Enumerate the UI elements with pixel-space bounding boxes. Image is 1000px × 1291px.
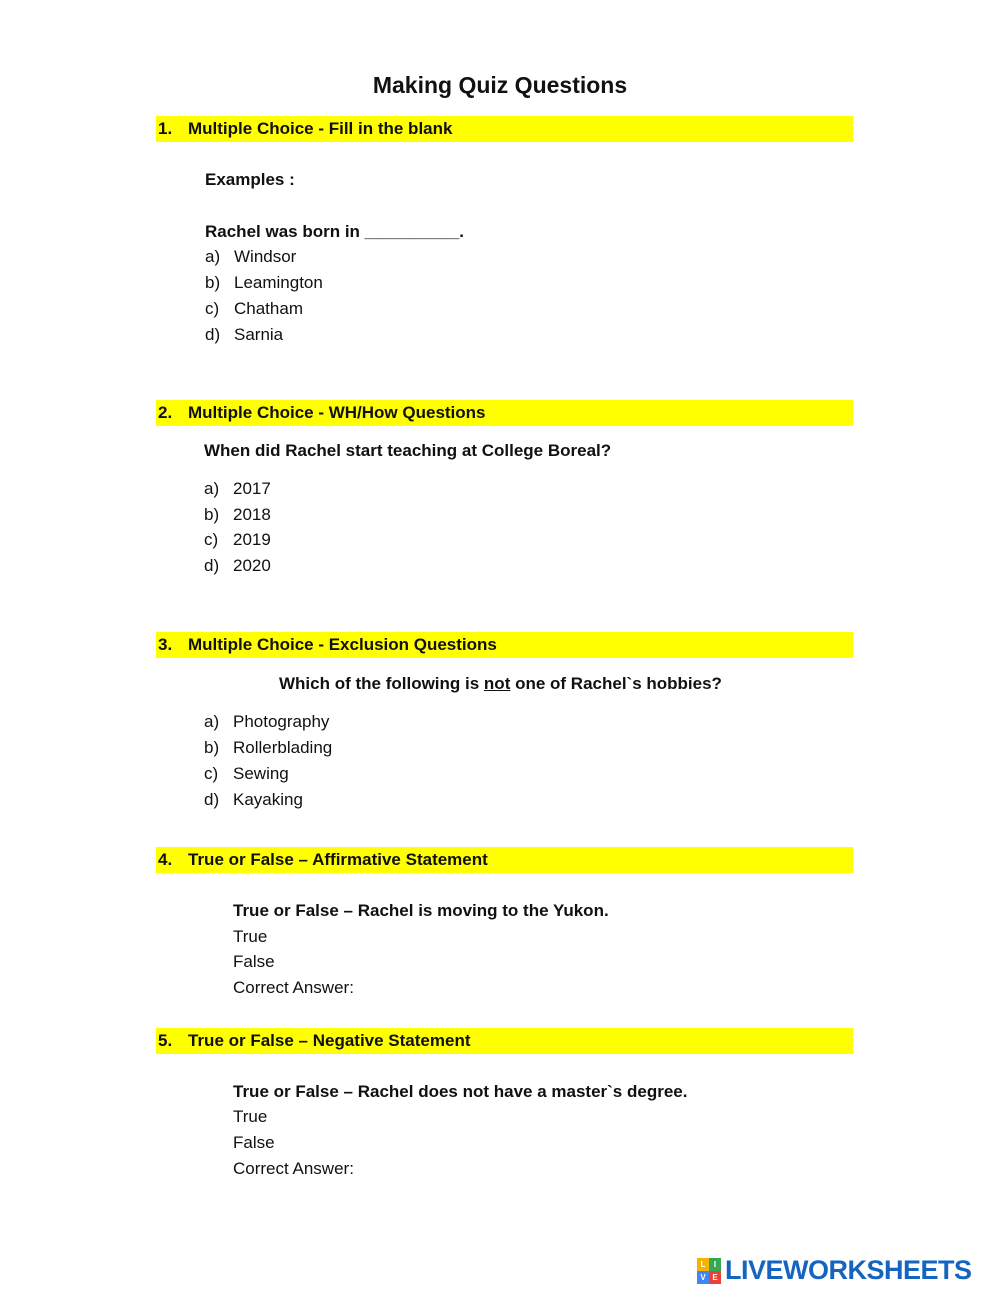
option-text: Windsor bbox=[234, 247, 297, 266]
option-letter: c) bbox=[205, 299, 220, 318]
option-text: Chatham bbox=[234, 299, 303, 318]
logo-text: LIVEWORKSHEETS bbox=[725, 1255, 972, 1285]
section-3-heading-bar bbox=[156, 632, 853, 658]
question-text: Which of the following is bbox=[279, 674, 484, 693]
option-1a bbox=[205, 247, 296, 267]
option-letter: b) bbox=[205, 273, 221, 292]
question-3 bbox=[279, 674, 722, 694]
section-5-heading bbox=[158, 1031, 471, 1051]
correct-answer-label: Correct Answer: bbox=[233, 1159, 354, 1178]
option-letter: d) bbox=[205, 325, 221, 344]
option-text: Kayaking bbox=[233, 790, 303, 809]
option-3c bbox=[204, 764, 289, 784]
option-letter: b) bbox=[204, 505, 220, 524]
section-3-heading bbox=[158, 635, 497, 655]
section-1-heading-bar bbox=[156, 116, 853, 142]
liveworksheets-logo[interactable] bbox=[697, 1255, 972, 1286]
option-text: 2019 bbox=[233, 530, 271, 549]
section-1-heading bbox=[158, 119, 452, 139]
option-letter: a) bbox=[204, 712, 220, 731]
section-title: Multiple Choice - Fill in the blank bbox=[188, 119, 453, 138]
section-number: 1. bbox=[158, 119, 173, 138]
option-letter: d) bbox=[204, 556, 220, 575]
underlined-word: not bbox=[483, 674, 511, 693]
section-4-heading-bar bbox=[156, 847, 853, 873]
option-text: 2020 bbox=[233, 556, 271, 575]
statement-5: True or False – Rachel does not have a master`s degree. bbox=[233, 1082, 688, 1101]
section-2-heading bbox=[158, 403, 486, 423]
question-text: one of Rachel`s hobbies? bbox=[510, 674, 722, 693]
option-letter: a) bbox=[205, 247, 221, 266]
section-5-heading-bar bbox=[156, 1028, 853, 1054]
logo-letter: I bbox=[709, 1258, 721, 1271]
option-text: Leamington bbox=[234, 273, 323, 292]
section-title: Multiple Choice - WH/How Questions bbox=[188, 403, 486, 422]
option-1c bbox=[205, 299, 303, 319]
question-1: Rachel was born in __________. bbox=[205, 222, 464, 241]
question-2: When did Rachel start teaching at College Boreal? bbox=[204, 441, 612, 460]
logo-letter: L bbox=[697, 1258, 709, 1271]
option-2c bbox=[204, 530, 271, 550]
option-1b bbox=[205, 273, 323, 293]
section-2-heading-bar bbox=[156, 400, 853, 426]
false-option: False bbox=[233, 952, 275, 971]
option-2b bbox=[204, 505, 271, 525]
option-text: Photography bbox=[233, 712, 330, 731]
option-1d bbox=[205, 325, 283, 345]
examples-label: Examples : bbox=[205, 170, 295, 189]
section-number: 5. bbox=[158, 1031, 173, 1050]
true-option: True bbox=[233, 1107, 268, 1126]
option-letter: d) bbox=[204, 790, 220, 809]
section-number: 2. bbox=[158, 403, 173, 422]
logo-icon bbox=[697, 1258, 721, 1284]
option-text: 2017 bbox=[233, 479, 271, 498]
option-2d bbox=[204, 556, 271, 576]
logo-letter: V bbox=[697, 1271, 709, 1284]
option-letter: b) bbox=[204, 738, 220, 757]
option-letter: c) bbox=[204, 764, 219, 783]
correct-answer-label: Correct Answer: bbox=[233, 978, 354, 997]
option-3a bbox=[204, 712, 329, 732]
page-title: Making Quiz Questions bbox=[372, 72, 628, 98]
option-text: Sarnia bbox=[234, 325, 284, 344]
option-2a bbox=[204, 479, 271, 499]
option-3d bbox=[204, 790, 303, 810]
section-number: 4. bbox=[158, 850, 173, 869]
section-4-heading bbox=[158, 850, 488, 870]
false-option: False bbox=[233, 1133, 275, 1152]
section-title: True or False – Affirmative Statement bbox=[188, 850, 488, 869]
option-text: Rollerblading bbox=[233, 738, 333, 757]
option-text: Sewing bbox=[233, 764, 289, 783]
section-number: 3. bbox=[158, 635, 173, 654]
option-3b bbox=[204, 738, 332, 758]
logo-letter: E bbox=[709, 1271, 721, 1284]
true-option: True bbox=[233, 927, 268, 946]
section-title: True or False – Negative Statement bbox=[188, 1031, 471, 1050]
section-title: Multiple Choice - Exclusion Questions bbox=[188, 635, 497, 654]
option-letter: c) bbox=[204, 530, 219, 549]
statement-4: True or False – Rachel is moving to the Yukon. bbox=[233, 901, 609, 920]
option-text: 2018 bbox=[233, 505, 271, 524]
option-letter: a) bbox=[204, 479, 220, 498]
